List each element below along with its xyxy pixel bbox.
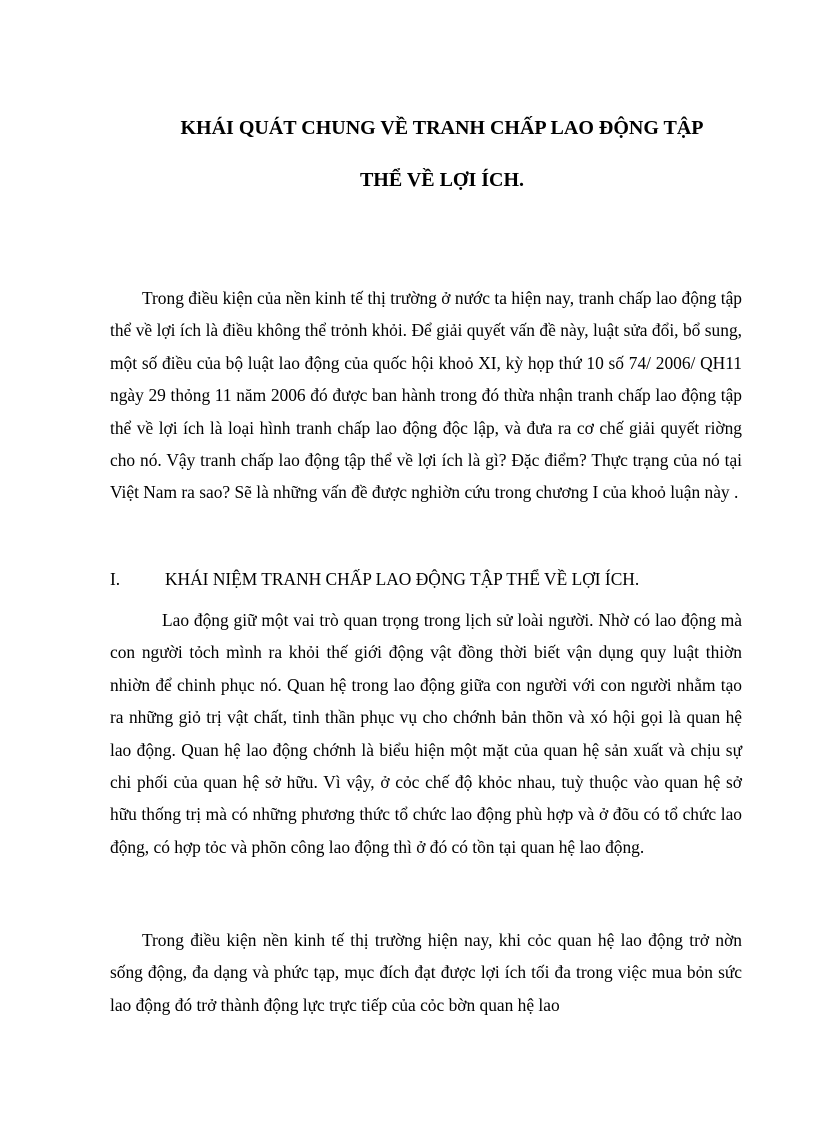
intro-paragraph: Trong điều kiện của nền kinh tế thị trường ở nước ta hiện nay, tranh chấp lao động tập thể về lợi ích là điều không thể trỏnh khỏi. Để giải quyết vấn đề này, luật sửa đổi, bổ sung, một số điều của bộ luật lao động của quốc hội khoỏ XI, kỳ họp thứ 10 số 74/ 2006/ QH11 ngày 29 thỏng 11 năm 2006 đó được ban hành trong đó thừa nhận tranh chấp lao động tập thể về lợi ích là loại hình tranh chấp lao động độc lập, và đưa ra cơ chế giải quyết riờng cho nó. Vậy tranh chấp lao động tập thể về lợi ích là gì? Đặc điểm? Thực trạng của nó tại Việt Nam ra sao? Sẽ là những vấn đề được nghiờn cứu trong chương I của khoỏ luận này . <box>110 288 742 503</box>
body-paragraph-2: Trong điều kiện nền kinh tế thị trường hiện nay, khi cỏc quan hệ lao động trở nờn sống động, đa dạng và phức tạp, mục đích đạt được lợi ích tối đa trong việc mua bỏn sức lao động đó trở thành động lực trực tiếp của cỏc bờn quan hệ lao <box>110 930 742 1015</box>
title-line-2: THỂ VỀ LỢI ÍCH. <box>359 169 525 191</box>
document-title <box>110 102 774 206</box>
title-line-1: KHÁI QUÁT CHUNG VỀ TRANH CHẤP LAO ĐỘNG TẬP <box>180 117 704 139</box>
section-heading <box>110 565 639 593</box>
section-number: I. <box>110 569 121 589</box>
body-paragraph-1: Lao động giữ một vai trò quan trọng trong lịch sử loài người. Nhờ có lao động mà con người tỏch mình ra khỏi thế giới động vật đồng thời biết vận dụng quy luật thiờn nhiờn để chinh phục nó. Quan hệ trong lao động giữa con người với con người nhằm tạo ra những giỏ trị vật chất, tinh thần phục vụ cho chớnh bản thõn và xó hội gọi là quan hệ lao động. Quan hệ lao động chớnh là biểu hiện một mặt của quan hệ sản xuất và chịu sự chi phối của quan hệ sở hữu. Vì vậy, ở cỏc chế độ khỏc nhau, tuỳ thuộc vào quan hệ sở hữu thống trị mà có những phương thức tổ chức lao động phù hợp và ở đõu có tổ chức lao động, có hợp tỏc và phõn công lao động thì ở đó có tồn tại quan hệ lao động. <box>110 610 742 857</box>
section-heading-text: KHÁI NIỆM TRANH CHẤP LAO ĐỘNG TẬP THỂ VỀ LỢI ÍCH. <box>165 569 640 589</box>
